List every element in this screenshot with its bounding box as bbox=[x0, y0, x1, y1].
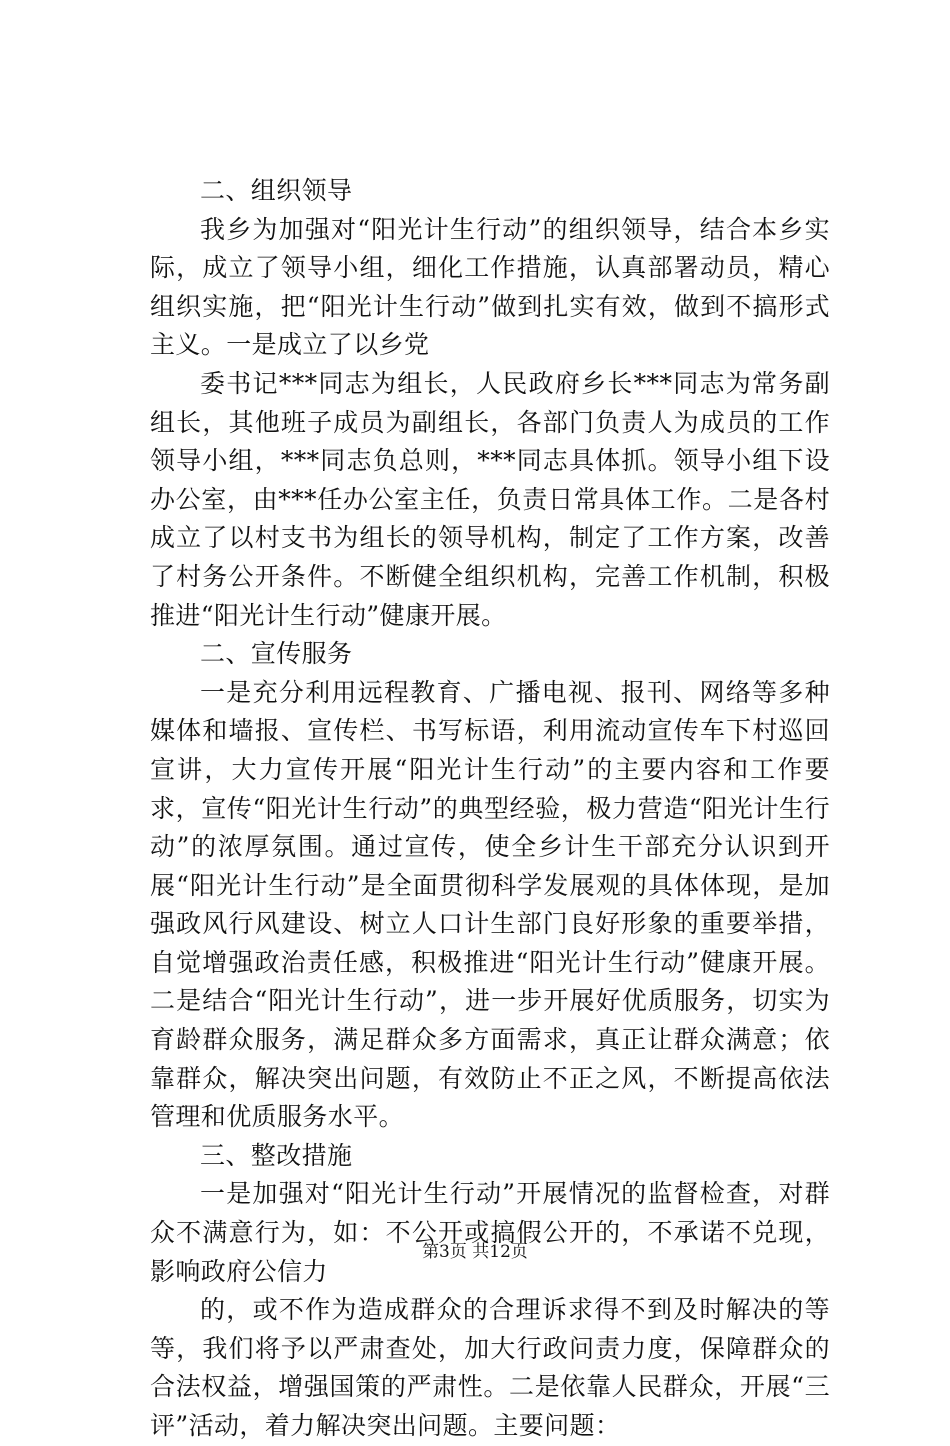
paragraph: 委书记***同志为组长，人民政府乡长***同志为常务副组长，其他班子成员为副组长，各部门负责人为成员的工作领导小组，***同志负总则，***同志具体抓。领导小组下设办公室，由***任办公室主任，负责日常具体工作。二是各村成立了以村支书为组长的领导机构，制定了工作方案，改善了村务公开条件。不断健全组织机构，完善工作机制，积极推进“阳光计生行动”健康开展。 bbox=[150, 368, 830, 630]
section-heading-publicity: 二、宣传服务 bbox=[200, 639, 353, 669]
paragraph: 一是加强对“阳光计生行动”开展情况的监督检查，对群众不满意行为，如：不公开或搞假公开的，不承诺不兑现，影响政府公信力 bbox=[150, 1179, 830, 1286]
paragraph: 一是充分利用远程教育、广播电视、报刊、网络等多种媒体和墙报、宣传栏、书写标语，利用流动宣传车下村巡回宣讲，大力宣传开展“阳光计生行动”的主要内容和工作要求，宣传“阳光计生行动”的典型经验，极力营造“阳光计生行动”的浓厚氛围。通过宣传，使全乡计生干部充分认识到开展“阳光计生行动”是全面贯彻科学发展观的具体体现，是加强政风行风建设、树立人口计生部门良好形象的重要举措，自觉增强政治责任感，积极推进“阳光计生行动”健康开展。二是结合“阳光计生行动”，进一步开展好优质服务，切实为育龄群众服务，满足群众多方面需求，真正让群众满意；依靠群众，解决突出问题，有效防止不正之风，不断提高依法管理和优质服务水平。 bbox=[150, 677, 830, 1132]
section-heading-organization: 二、组织领导 bbox=[200, 176, 353, 205]
page-number-footer: 第3页 共12页 bbox=[422, 1242, 528, 1262]
paragraph: 的，或不作为造成群众的合理诉求得不到及时解决的等等，我们将予以严肃查处，加大行政问责力度，保障群众的合法权益，增强国策的严肃性。二是依靠人民群众，开展“三评”活动，着力解决突出问题。主要问题： bbox=[150, 1295, 830, 1440]
paragraph: 我乡为加强对“阳光计生行动”的组织领导，结合本乡实际，成立了领导小组，细化工作措施，认真部署动员，精心组织实施，把“阳光计生行动”做到扎实有效，做到不搞形式主义。一是成立了以乡党 bbox=[150, 214, 830, 360]
section-heading-rectification: 三、整改措施 bbox=[200, 1140, 353, 1170]
